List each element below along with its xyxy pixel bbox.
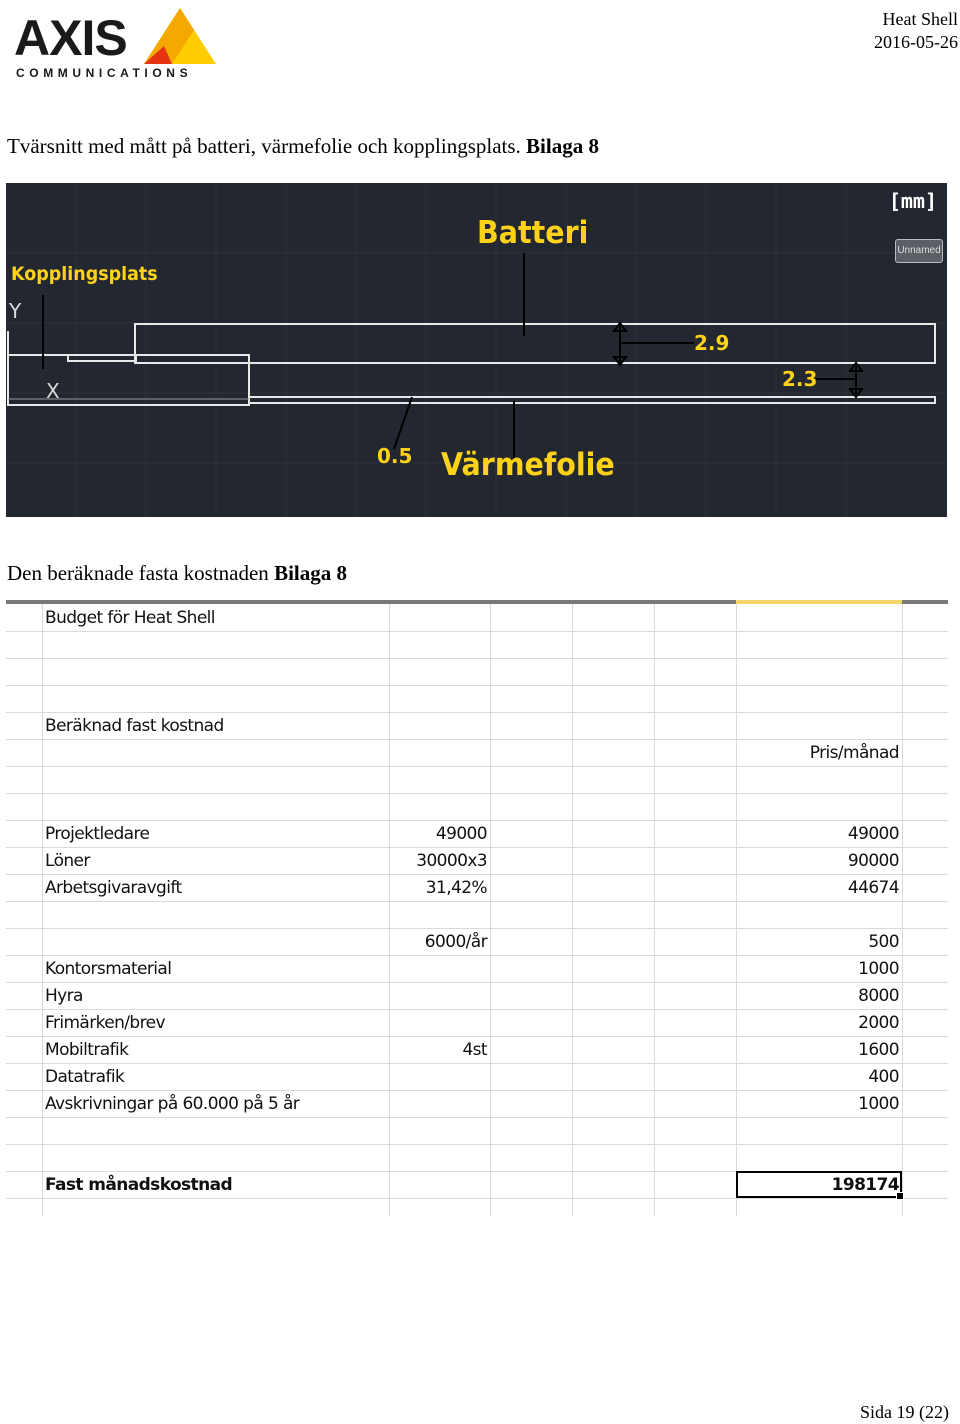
row-price: 1600 (858, 1040, 899, 1060)
budget-caption-text: Den beräknade fasta kostnaden (7, 561, 269, 585)
row-label: Avskrivningar på 60.000 på 5 år (45, 1094, 300, 1114)
label-batteri: Batteri (477, 215, 589, 251)
row-price: 44674 (847, 878, 899, 898)
row-price: 1000 (858, 1094, 899, 1114)
unnamed-badge: Unnamed (895, 239, 943, 263)
logo-triangle-icon (142, 6, 218, 70)
battery-shape (135, 324, 935, 363)
row-label: Frimärken/brev (45, 1013, 165, 1033)
row-price: 1000 (858, 959, 899, 979)
dimension-2-3: 2.3 (782, 367, 818, 391)
row-label: Datatrafik (45, 1067, 125, 1087)
figure-caption (7, 133, 599, 159)
label-kopplingsplats: Kopplingsplats (11, 263, 158, 285)
figure-caption-text: Tvärsnitt med mått på batteri, värmefolie och kopplingsplats. (7, 134, 521, 158)
budget-spreadsheet (6, 600, 948, 1216)
total-value: 198174 (831, 1175, 899, 1195)
row-price: 90000 (847, 851, 899, 871)
dimension-2-9: 2.9 (694, 331, 730, 355)
spreadsheet-gridlines (6, 604, 948, 1216)
dimension-0-5: 0.5 (377, 444, 413, 468)
unit-label: [mm] (888, 189, 937, 213)
total-label: Fast månadskostnad (45, 1175, 233, 1195)
budget-caption-appendix: Bilaga 8 (274, 561, 347, 585)
row-price: 8000 (858, 986, 899, 1006)
row-detail: 31,42% (425, 878, 487, 898)
sheet-title: Budget för Heat Shell (45, 608, 215, 628)
section-heading: Beräknad fast kostnad (45, 716, 224, 736)
row-detail: 6000/år (424, 932, 487, 952)
budget-caption (7, 560, 347, 586)
price-column-header: Pris/månad (809, 743, 899, 763)
row-label: Projektledare (45, 824, 150, 844)
row-label: Arbetsgivaravgift (45, 878, 182, 898)
page-number: Sida 19 (22) (860, 1402, 949, 1422)
row-price: 49000 (847, 824, 899, 844)
axis-y-label: Y (9, 299, 22, 323)
row-detail: 30000x3 (416, 851, 487, 871)
row-label: Löner (45, 851, 90, 871)
axis-logo (14, 6, 218, 82)
logo-subtitle: COMMUNICATIONS (16, 66, 193, 80)
axis-x-label: X (46, 379, 60, 403)
row-detail: 4st (462, 1040, 487, 1060)
row-price: 500 (868, 932, 899, 952)
document-date: 2016-05-26 (874, 32, 958, 52)
row-price: 2000 (858, 1013, 899, 1033)
document-title: Heat Shell (882, 9, 958, 29)
document-header (874, 8, 958, 54)
heating-foil-shape (249, 397, 935, 403)
row-label: Mobiltrafik (45, 1040, 129, 1060)
row-label: Hyra (45, 986, 83, 1006)
label-varmefolie: Värmefolie (441, 447, 615, 483)
figure-caption-appendix: Bilaga 8 (526, 134, 599, 158)
logo-wordmark: AXIS (14, 10, 127, 66)
row-label: Kontorsmaterial (45, 959, 172, 979)
cross-section-figure (6, 183, 947, 517)
row-detail: 49000 (435, 824, 487, 844)
row-price: 400 (868, 1067, 899, 1087)
